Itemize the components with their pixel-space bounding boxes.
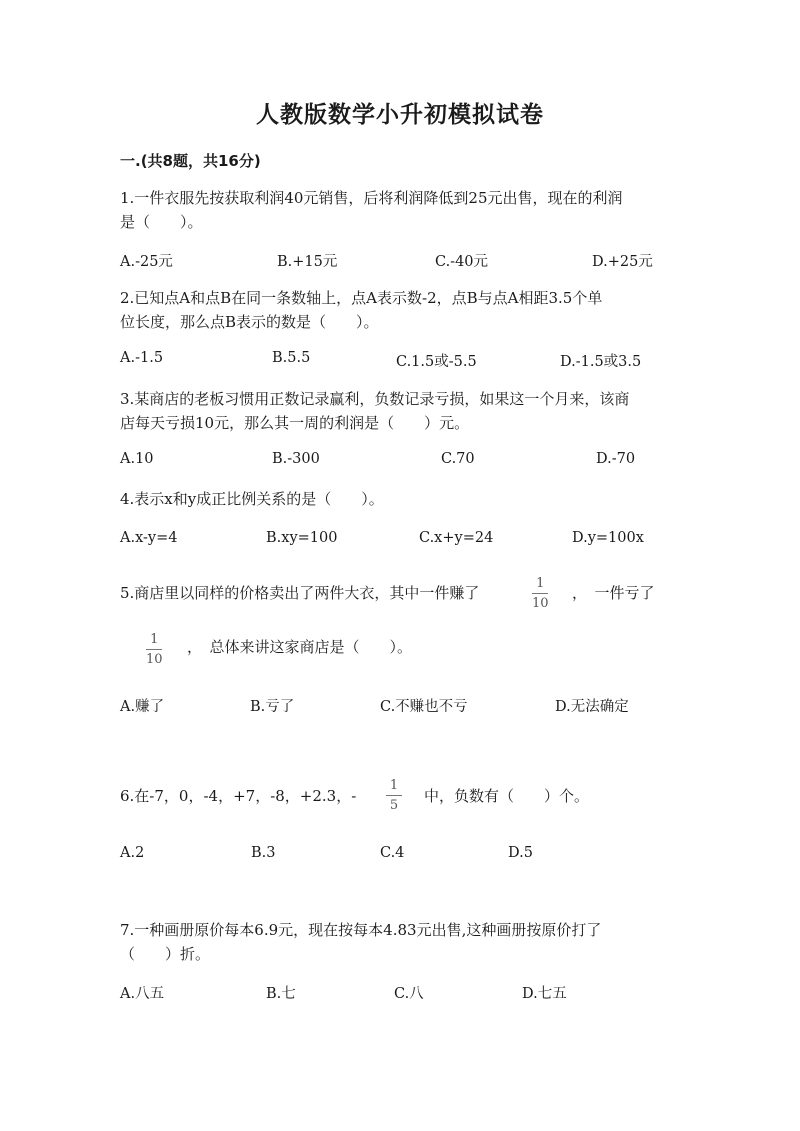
fraction — [532, 576, 549, 611]
option-b[interactable]: B.xy=100 — [266, 530, 338, 546]
option-c[interactable]: C.-40元 — [435, 254, 489, 270]
option-a[interactable]: A.10 — [120, 451, 154, 467]
option-c[interactable]: C.70 — [441, 451, 475, 467]
question-text-line: 2.已知点A和点B在同一条数轴上，点A表示数-2，点B与点A相距3.5个单 — [120, 289, 603, 307]
option-b[interactable]: B.七 — [266, 986, 296, 1002]
question-7 — [120, 918, 601, 966]
question-text-line: 4.表示x和y成正比例关系的是（ ）。 — [120, 490, 384, 508]
option-c[interactable]: C.1.5或-5.5 — [396, 354, 477, 370]
option-c[interactable]: C.不赚也不亏 — [380, 699, 468, 715]
question-5-text: ， 总体来讲这家商店是（ ）。 — [187, 638, 413, 656]
question-text-line: 1.一件衣服先按获取利润40元销售，后将利润降低到25元出售，现在的利润 — [120, 189, 623, 207]
fraction-bar — [146, 649, 162, 650]
option-d[interactable]: D.5 — [508, 845, 533, 861]
option-c[interactable]: C.八 — [394, 986, 424, 1002]
fraction-denominator: 10 — [146, 652, 163, 667]
fraction — [146, 632, 163, 667]
option-b[interactable]: B.5.5 — [272, 350, 311, 366]
option-a[interactable]: A.-25元 — [120, 254, 173, 270]
question-2 — [120, 286, 602, 334]
option-b[interactable]: B.-300 — [272, 451, 320, 467]
fraction-denominator: 5 — [389, 798, 399, 813]
option-a[interactable]: A.赚了 — [120, 699, 165, 715]
question-text-line: （ ）折。 — [120, 945, 211, 963]
question-text-line: 店每天亏损10元，那么其一周的利润是（ ）元。 — [120, 414, 470, 432]
option-d[interactable]: D.y=100x — [572, 530, 644, 546]
option-d[interactable]: D.七五 — [522, 986, 567, 1002]
option-a[interactable]: A.八五 — [120, 986, 165, 1002]
fraction — [386, 778, 402, 813]
option-d[interactable]: D.+25元 — [592, 254, 653, 270]
question-4 — [120, 487, 384, 511]
option-d[interactable]: D.-1.5或3.5 — [560, 354, 642, 370]
question-text-line: 3.某商店的老板习惯用正数记录赢利，负数记录亏损，如果这一个月来，该商 — [120, 390, 630, 408]
question-6-text: 6.在-7，0，-4，+7，-8，+2.3，- — [120, 787, 357, 805]
fraction-bar — [532, 593, 548, 594]
fraction-numerator: 1 — [150, 632, 159, 647]
fraction-numerator: 1 — [536, 576, 545, 591]
option-a[interactable]: A.-1.5 — [120, 350, 164, 366]
option-d[interactable]: D.无法确定 — [555, 699, 629, 715]
question-5-text: ， 一件亏了 — [572, 584, 655, 602]
question-5-text: 5.商店里以同样的价格卖出了两件大衣，其中一件赚了 — [120, 584, 480, 602]
option-c[interactable]: C.x+y=24 — [419, 530, 494, 546]
option-d[interactable]: D.-70 — [596, 451, 636, 467]
page-title: 人教版数学小升初模拟试卷 — [256, 102, 544, 128]
question-text-line: 是（ ）。 — [120, 213, 203, 231]
option-b[interactable]: B.+15元 — [277, 254, 338, 270]
question-1 — [120, 186, 623, 234]
fraction-denominator: 10 — [532, 596, 549, 611]
question-6-text: 中，负数有（ ）个。 — [424, 787, 590, 805]
question-text-line: 7.一种画册原价每本6.9元，现在按每本4.83元出售,这种画册按原价打了 — [120, 921, 602, 939]
option-b[interactable]: B.3 — [251, 845, 276, 861]
option-a[interactable]: A.x-y=4 — [120, 530, 178, 546]
section-heading: 一.(共8题，共16分) — [120, 152, 261, 170]
question-3 — [120, 387, 629, 435]
option-b[interactable]: B.亏了 — [250, 699, 295, 715]
fraction-bar — [386, 795, 402, 796]
option-c[interactable]: C.4 — [380, 845, 405, 861]
option-a[interactable]: A.2 — [120, 845, 145, 861]
fraction-numerator: 1 — [389, 778, 399, 793]
question-text-line: 位长度，那么点B表示的数是（ ）。 — [120, 313, 379, 331]
